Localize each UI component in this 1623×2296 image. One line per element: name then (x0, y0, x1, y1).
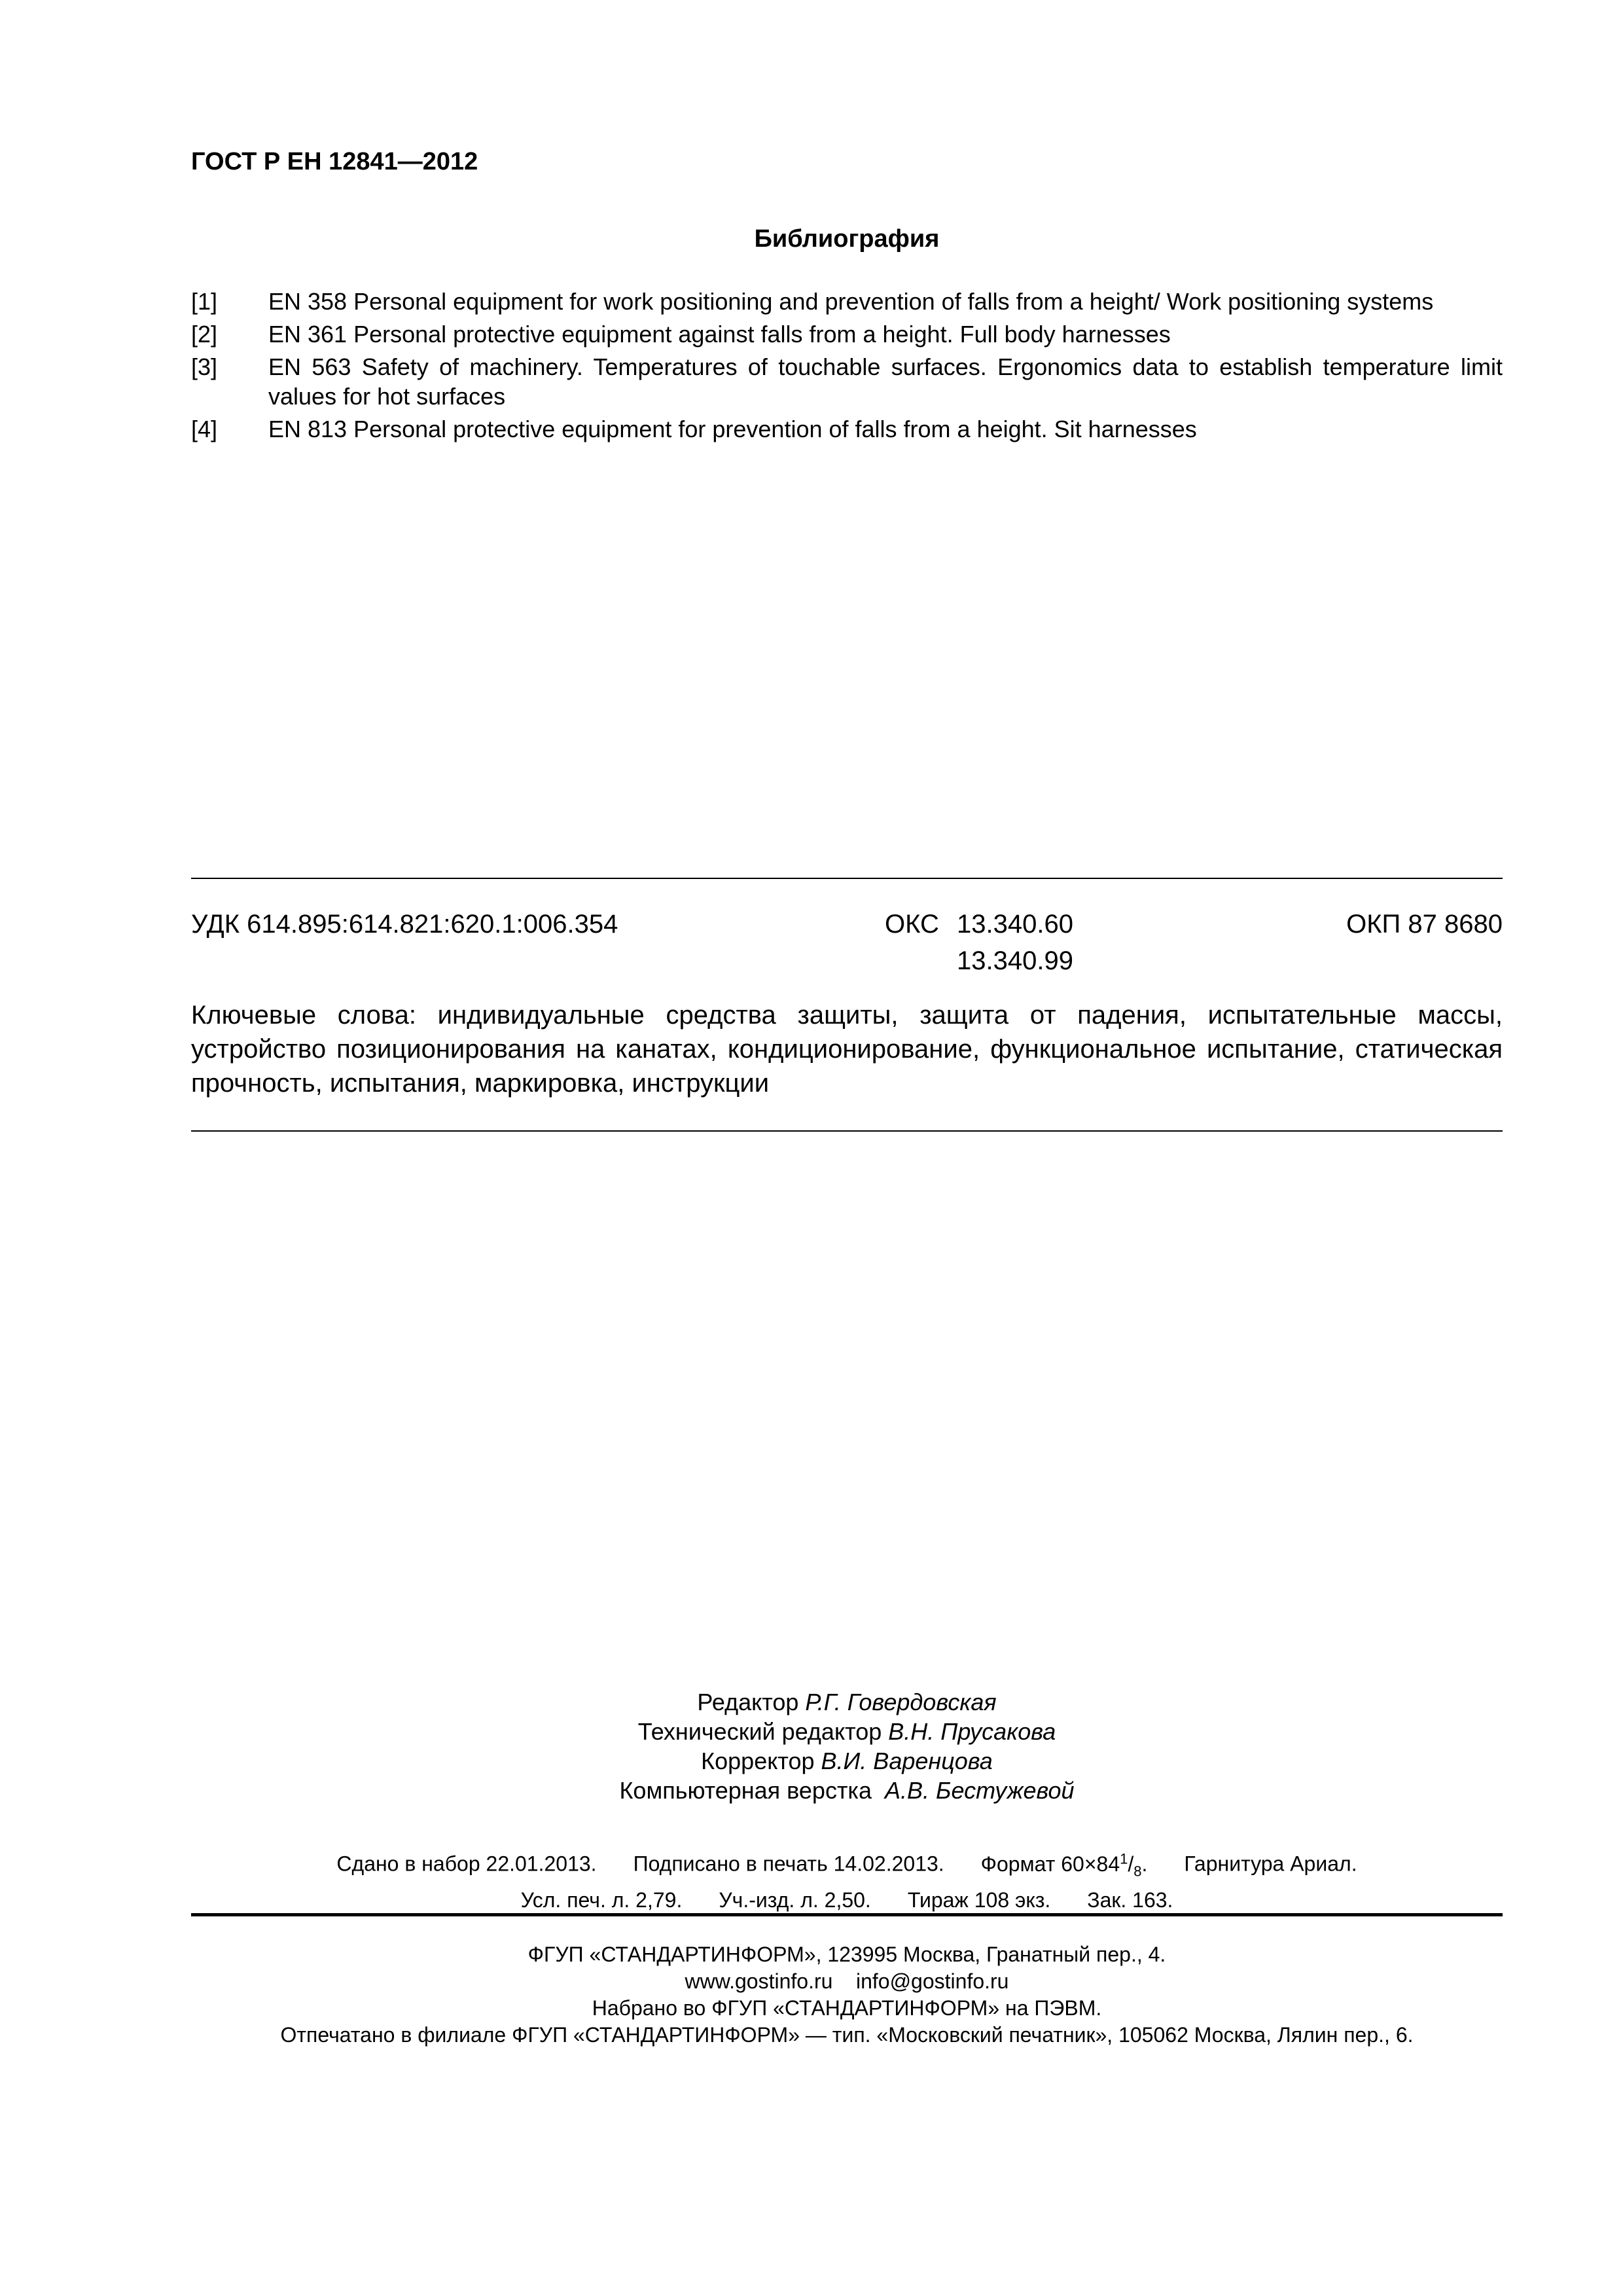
standard-code-header: ГОСТ Р ЕН 12841—2012 (191, 148, 478, 175)
bibliography-item-text: EN 361 Personal protective equipment against falls from a height. Full body harnesses (268, 321, 1171, 348)
pub-sheets: Уч.-изд. л. 2,50. (719, 1888, 871, 1912)
credit-name: Р.Г. Говердовская (805, 1689, 997, 1715)
bibliography-item-number: [2] (191, 321, 218, 348)
credit-name: В.И. Варенцова (821, 1748, 993, 1774)
divider-bottom (191, 1913, 1503, 1916)
signed-date: Подписано в печать 14.02.2013. (633, 1852, 944, 1876)
keywords-paragraph: Ключевые слова: индивидуальные средства защиты, защита от падения, испытательные массы, устройство позиционирования на канатах, кондиционирование, функциональное испытание, статическая прочность, испытания, маркировка, инструкции (191, 1001, 1503, 1098)
bibliography-item (191, 287, 1503, 316)
oks-value-2: 13.340.99 (957, 946, 1073, 975)
circulation: Тираж 108 экз. (907, 1888, 1051, 1912)
typeface-info: Гарнитура Ариал. (1184, 1852, 1357, 1876)
print-info-line-1 (191, 1844, 1503, 1886)
credit-corrector (191, 1746, 1503, 1776)
bibliography-item (191, 352, 1503, 411)
bibliography-item-text: EN 563 Safety of machinery. Temperatures of touchable surfaces. Ergonomics data to establish temperature limit values for hot surfaces (268, 353, 1503, 410)
credit-role: Компьютерная верстка (619, 1777, 872, 1804)
bibliography-item-text: EN 813 Personal protective equipment for prevention of falls from a height. Sit harnesses (268, 416, 1197, 442)
credits-block (191, 1687, 1503, 1805)
bibliography-item-number: [1] (191, 288, 218, 315)
credit-tech-editor (191, 1717, 1503, 1746)
print-info-line-2 (191, 1886, 1503, 1914)
bibliography-item-number: [4] (191, 416, 218, 442)
print-sheets: Усл. печ. л. 2,79. (520, 1888, 683, 1912)
publisher-address: ФГУП «СТАНДАРТИНФОРМ», 123995 Москва, Гранатный пер., 4. (527, 1943, 1166, 1966)
publisher-website: www.gostinfo.ru (685, 1969, 833, 1993)
divider-top (191, 878, 1503, 879)
bibliography-title: Библиография (754, 225, 940, 253)
bibliography-item (191, 319, 1503, 349)
bibliography-item-number: [3] (191, 353, 218, 380)
order-number: Зак. 163. (1087, 1888, 1173, 1912)
publisher-print-note: Отпечатано в филиале ФГУП «СТАНДАРТИНФОРМ» — тип. «Московский печатник», 105062 Москва, Лялин пер., 6. (280, 2023, 1414, 2047)
divider-middle (191, 1130, 1503, 1132)
oks-value-1: 13.340.60 (957, 910, 1073, 939)
bibliography-item-text: EN 358 Personal equipment for work positioning and prevention of falls from a height/ Work positioning systems (268, 288, 1434, 315)
credit-role: Технический редактор (637, 1718, 882, 1745)
publisher-contacts (191, 1968, 1503, 1995)
format-info: Формат $60\times 84^1/_8$. (980, 1850, 1148, 1880)
credit-name: В.Н. Прусакова (888, 1718, 1056, 1745)
oks-values (957, 906, 1073, 979)
credit-layout (191, 1776, 1503, 1805)
publisher-block (191, 1941, 1503, 2049)
publisher-typeset-note: Набрано во ФГУП «СТАНДАРТИНФОРМ» на ПЭВМ. (592, 1996, 1102, 2020)
udk-code: УДК 614.895:614.821:620.1:006.354 (191, 910, 618, 939)
bibliography-list (191, 287, 1503, 447)
credit-name: А.В. Бестужевой (885, 1777, 1075, 1804)
publisher-email: info@gostinfo.ru (855, 1969, 1009, 1993)
credit-role: Редактор (697, 1689, 799, 1715)
oks-code (885, 906, 1073, 979)
oks-label: ОКС (885, 910, 939, 939)
credit-editor (191, 1687, 1503, 1717)
okp-code: ОКП 87 8680 (1346, 910, 1503, 939)
bibliography-item (191, 414, 1503, 444)
print-info-block (191, 1844, 1503, 1914)
submitted-date: Сдано в набор 22.01.2013. (336, 1852, 597, 1876)
credit-role: Корректор (701, 1748, 815, 1774)
